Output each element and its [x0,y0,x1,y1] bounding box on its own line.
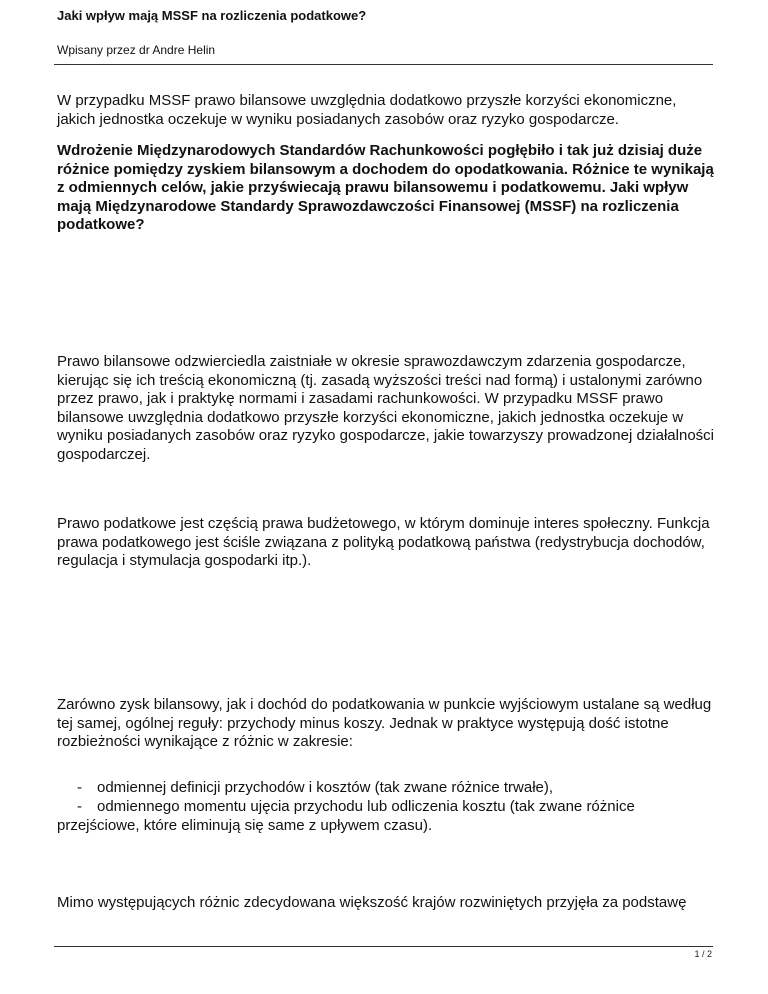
body-paragraph-3: Zarówno zysk bilansowy, jak i dochód do podatkowania w punkcie wyjściowym ustalane są według tej samej, ogólnej reguły: przychody minus koszy. Jednak w praktyce występują dość istotne rozbieżności wynikające z różnic w zakresie: [57,696,712,750]
page-number: 1 / 2 [694,949,712,959]
list-item [57,798,717,835]
body-paragraph-1: Prawo bilansowe odzwierciedla zaistniałe w okresie sprawozdawczym zdarzenia gospodarcze, kierując się ich treścią ekonomiczną (tj. zasadą wyższości treści nad formą) i ustalonymi zarówno przez prawo, jak i praktykę normami i zasadami rachunkowości. W przypadku MSSF prawo bilansowe uwzględnia dodatkowo przyszłe korzyści ekonomiczne, jakich jednostka oczekuje w wyniku posiadanych zasobów oraz ryzyko gospodarcze, jakie towarzyszy prowadzonej działalności gospodarczej. [57,353,714,463]
intro-paragraph: W przypadku MSSF prawo bilansowe uwzględnia dodatkowo przyszłe korzyści ekonomiczne, jakich jednostka oczekuje w wyniku posiadanych zasobów oraz ryzyko gospodarcze. [57,92,677,128]
list-item-text: odmiennego momentu ujęcia przychodu lub odliczenia kosztu (tak zwane różnice przejściowe, które eliminują się same z upływem czasu). [57,798,635,834]
list-dash: - [77,779,82,796]
header-divider [54,64,713,65]
body-paragraph-2: Prawo podatkowe jest częścią prawa budżetowego, w którym dominuje interes społeczny. Funkcja prawa podatkowego jest ściśle związana z polityką podatkową państwa (redystrybucja dochodów, regulacja i stymulacja gospodarki itp.). [57,515,710,569]
list-item-text: odmiennej definicji przychodów i kosztów (tak zwane różnice trwałe), [97,779,554,796]
footer-divider [54,946,713,947]
list-item [57,779,717,798]
lead-paragraph: Wdrożenie Międzynarodowych Standardów Rachunkowości pogłębiło i tak już dzisiaj duże różnice pomiędzy zyskiem bilansowym a dochodem do opodatkowania. Różnice te wynikają z odmiennych celów, jakie przyświecają prawu bilansowemu i podatkowemu. Jaki wpływ mają Międzynarodowe Standardy Sprawozdawczości Finansowej (MSSF) na rozliczenia podatkowe? [57,142,714,233]
body-paragraph-4: Mimo występujących różnic zdecydowana większość krajów rozwiniętych przyjęła za podstawę [57,894,687,911]
document-header-title: Jaki wpływ mają MSSF na rozliczenia podatkowe? [57,8,367,23]
document-header-author: Wpisany przez dr Andre Helin [57,43,216,57]
list-dash: - [77,798,82,815]
